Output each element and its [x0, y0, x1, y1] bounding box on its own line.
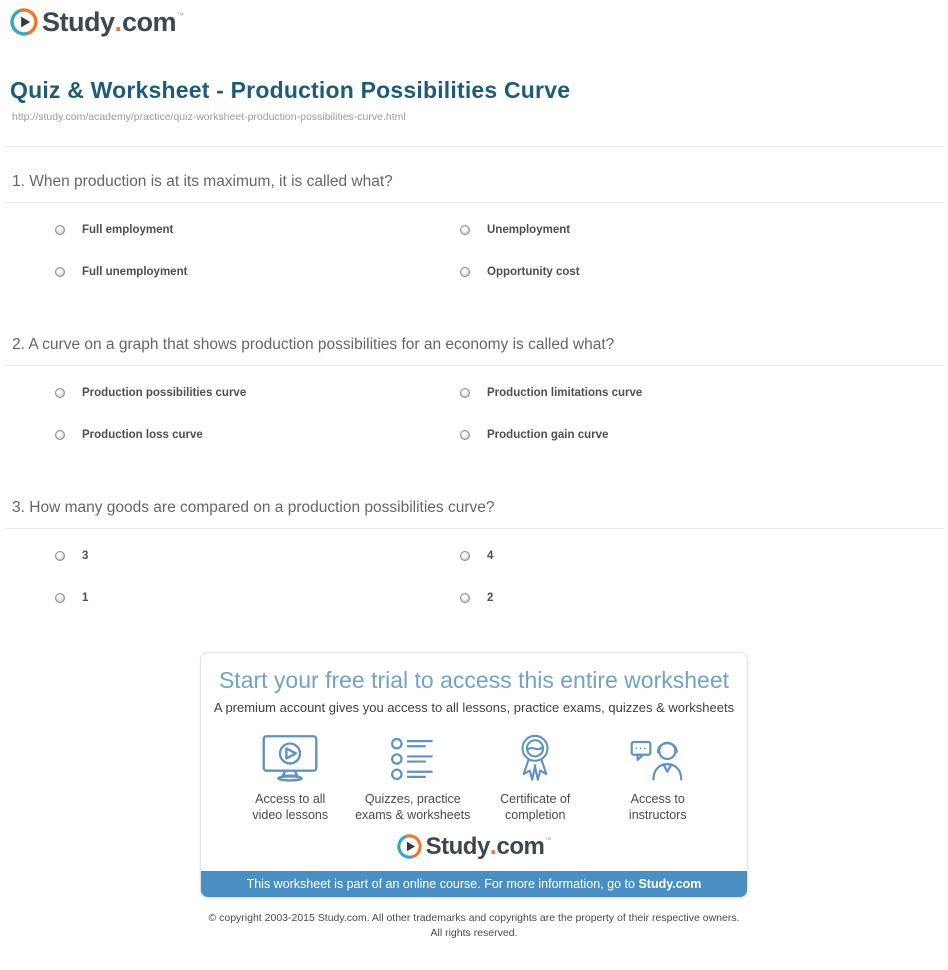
answer-option-label: Production gain curve [487, 429, 609, 441]
radio-button-icon[interactable] [55, 388, 65, 398]
answer-option[interactable] [460, 224, 948, 236]
radio-button-icon[interactable] [55, 267, 65, 277]
logo-dot: . [489, 832, 497, 860]
answer-option[interactable] [55, 429, 460, 441]
feature-label: Access to instructors [628, 792, 687, 822]
answer-options [55, 387, 948, 441]
certificate-icon [515, 733, 555, 783]
feature-video-lessons [229, 733, 352, 823]
trademark-mark: ™ [176, 11, 185, 20]
instructor-chat-icon [630, 735, 686, 783]
feature-label: Quizzes, practice exams & worksheets [355, 792, 471, 822]
question-body: How many goods are compared on a production possibilities curve? [29, 499, 495, 516]
trademark-mark: ™ [544, 837, 552, 844]
feature-certificate [474, 733, 597, 823]
question-2 [0, 336, 948, 441]
studycom-logo [397, 834, 552, 859]
answer-option-label: Full unemployment [82, 266, 188, 278]
quiz-list-icon [390, 735, 436, 783]
answer-option[interactable] [55, 550, 460, 562]
video-monitor-icon [261, 733, 319, 783]
answer-option[interactable] [55, 224, 460, 236]
radio-button-icon[interactable] [460, 430, 470, 440]
answer-option[interactable] [460, 266, 948, 278]
answer-option-label: 1 [82, 592, 89, 604]
page-title: Quiz & Worksheet - Production Possibilities Curve [10, 77, 571, 103]
question-body: When production is at its maximum, it is called what? [29, 173, 393, 190]
free-trial-cta-box [200, 652, 748, 898]
answer-option-label: Production limitations curve [487, 387, 643, 399]
banner-text: This worksheet is part of an online course. For more information, go to [246, 877, 639, 891]
question-text [12, 173, 948, 191]
feature-instructors [597, 733, 720, 823]
cta-subheading: A premium account gives you access to all lessons, practice exams, quizzes & worksheets [213, 700, 735, 715]
question-number: 1. [12, 173, 25, 190]
feature-list [201, 733, 747, 823]
answer-option[interactable] [55, 387, 460, 399]
divider [4, 202, 944, 203]
radio-button-icon[interactable] [460, 593, 470, 603]
answer-option-label: 2 [487, 592, 494, 604]
radio-button-icon[interactable] [55, 551, 65, 561]
answer-option-label: Opportunity cost [487, 266, 580, 278]
copyright-line-1: © copyright 2003-2015 Study.com. All other trademarks and copyrights are the property of their respective owners. [208, 912, 740, 924]
logo-word-study: Study [42, 6, 115, 37]
radio-button-icon[interactable] [55, 225, 65, 235]
question-number: 2. [12, 336, 25, 353]
answer-option-label: Unemployment [487, 224, 571, 236]
course-info-banner [201, 871, 747, 897]
answer-option[interactable] [460, 592, 948, 604]
answer-option-label: Production possibilities curve [82, 387, 247, 399]
feature-label: Certificate of completion [500, 792, 571, 822]
question-text [12, 336, 948, 354]
question-body: A curve on a graph that shows production possibilities for an economy is called what? [28, 336, 615, 353]
answer-options [55, 224, 948, 278]
logo-word-com: com [496, 832, 545, 860]
radio-button-icon[interactable] [460, 551, 470, 561]
logo-dot: . [114, 6, 123, 37]
source-url: http://study.com/academy/practice/quiz-worksheet-production-possibilities-curve.html [12, 111, 406, 123]
answer-option[interactable] [55, 266, 460, 278]
answer-option[interactable] [55, 592, 460, 604]
radio-button-icon[interactable] [460, 388, 470, 398]
answer-options [55, 550, 948, 604]
copyright-line-2: All rights reserved. [430, 927, 518, 940]
studycom-logo[interactable] [0, 0, 184, 36]
answer-option[interactable] [460, 387, 948, 399]
answer-option[interactable] [460, 429, 948, 441]
cta-heading: Start your free trial to access this entire worksheet [218, 667, 730, 693]
divider [4, 146, 944, 147]
answer-option-label: Full employment [82, 224, 174, 236]
answer-option-label: Production loss curve [82, 429, 203, 441]
question-text [12, 499, 948, 517]
radio-button-icon[interactable] [460, 267, 470, 277]
feature-quizzes [352, 733, 475, 823]
question-1 [0, 173, 948, 278]
answer-option-label: 4 [487, 550, 494, 562]
logo-word-com: com [122, 6, 177, 37]
divider [4, 365, 944, 366]
divider [4, 528, 944, 529]
question-number: 3. [12, 499, 25, 516]
answer-option[interactable] [460, 550, 948, 562]
radio-button-icon[interactable] [460, 225, 470, 235]
play-circle-icon [397, 834, 422, 859]
radio-button-icon[interactable] [55, 593, 65, 603]
banner-studycom-link[interactable]: Study.com [638, 877, 702, 891]
copyright-notice [0, 911, 948, 941]
radio-button-icon[interactable] [55, 430, 65, 440]
play-circle-icon [10, 8, 38, 36]
answer-option-label: 3 [82, 550, 89, 562]
question-3 [0, 499, 948, 604]
feature-label: Access to all video lessons [252, 792, 329, 822]
logo-word-study: Study [425, 832, 490, 860]
